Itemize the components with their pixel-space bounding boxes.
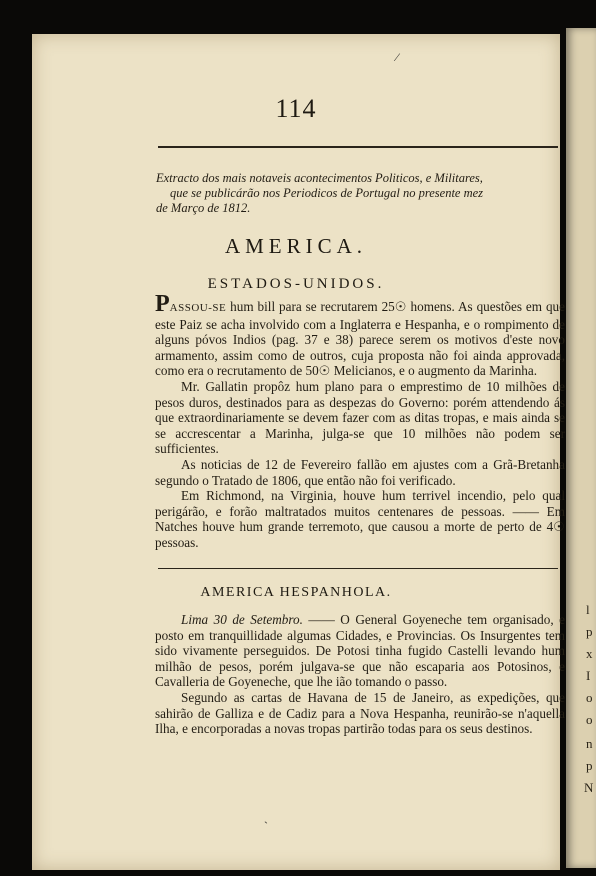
ink-mark: ˎ <box>264 810 268 824</box>
section-heading: AMERICA HESPANHOLA. <box>200 585 392 600</box>
paragraph <box>155 612 565 690</box>
edge-letter: o <box>586 712 593 727</box>
paragraph: Em Richmond, na Virginia, houve hum terrivel incendio, pelo qual perigárão, e forão maltratados muitos centenares de pessoas. —— Em Natches houve hum grande terremoto, que causou a morte de perto de 4☉ pessoas. <box>155 488 565 550</box>
facing-page-edge <box>566 28 596 868</box>
page-number: 114 <box>275 94 317 123</box>
extract-heading-line: que se publicárão nos Periodicos de Portugal no presente mez <box>170 186 484 200</box>
paragraph: Segundo as cartas de Havana de 15 de Janeiro, as expedições, que sahirão de Galliza e de Cadiz para a Nova Hespanha, reunirão-se n'aquella Ilha, e encorporadas a novas tropas partirão todas para os seus destinos. <box>155 689 565 737</box>
edge-letter: l <box>586 602 590 617</box>
edge-letter: x <box>586 646 593 661</box>
drop-cap: P <box>155 291 170 317</box>
paragraph: As noticias de 12 de Fevereiro fallão em ajustes com a Grã-Bretanha segundo o Tratado de 1806, que então não foi verificado. <box>155 456 565 488</box>
extract-heading <box>156 171 564 216</box>
paragraph-text: —— O General Goyeneche tem organisado, e posto em tranquillidade algumas Cidades, e Provincias. Os Insurgentes tem sido vivamente perseguidos. De Potosi tinha fugido Castelli levando hum milhão de pesos, porém julgava-se que não escaparia aos Potosinos, e Cavalleria de Goyeneche, que lhe ião tomando o passo. <box>155 612 565 690</box>
edge-letter: p <box>586 624 593 639</box>
edge-letter: o <box>586 690 593 705</box>
section-divider <box>158 568 558 569</box>
smallcaps-lead: ASSOU-SE <box>169 302 227 314</box>
america-hespanhola-text <box>155 612 565 737</box>
paragraph: Mr. Gallatin propôz hum plano para o emprestimo de 10 milhões de pesos duros, destinados para as despezas do Governo: porém attendendo ás que extraordinariamente se devem fazer com as ditas tropas, e mais ainda se se accrescentar a Marinha, julga-se que 10 milhões não podem ser sufficientes. <box>155 378 565 457</box>
edge-letter: n <box>586 736 593 751</box>
estados-unidos-text <box>155 291 565 551</box>
extract-heading-line: Extracto dos mais notaveis acontecimentos Politicos, e Militares, <box>156 171 483 185</box>
section-title: AMERICA. <box>224 234 368 258</box>
edge-letter: p <box>586 758 593 773</box>
edge-letter: I <box>586 668 591 683</box>
edge-letter: N <box>584 780 594 795</box>
book-page <box>32 34 565 870</box>
ink-mark: ⁄ <box>396 50 399 64</box>
header-rule <box>158 146 558 148</box>
paragraph-text: hum bill para se recrutarem 25☉ homens. As questões em que este Paiz se acha involvido com a Inglaterra e Hespanha, e o rompimento de alguns póvos Indios (pag. 37 e 38) parece serem os motivos d'este novo armamento, assim como de outros, cuja proposta não foi ainda approvada, como era o recrutamento de 50☉ Melicianos, e o augmento da Marinha. <box>155 299 565 379</box>
paragraph <box>155 291 565 379</box>
section-subtitle: ESTADOS-UNIDOS. <box>207 276 385 292</box>
extract-heading-line: de Março de 1812. <box>156 201 251 215</box>
dateline: Lima 30 de Setembro. <box>181 612 303 627</box>
